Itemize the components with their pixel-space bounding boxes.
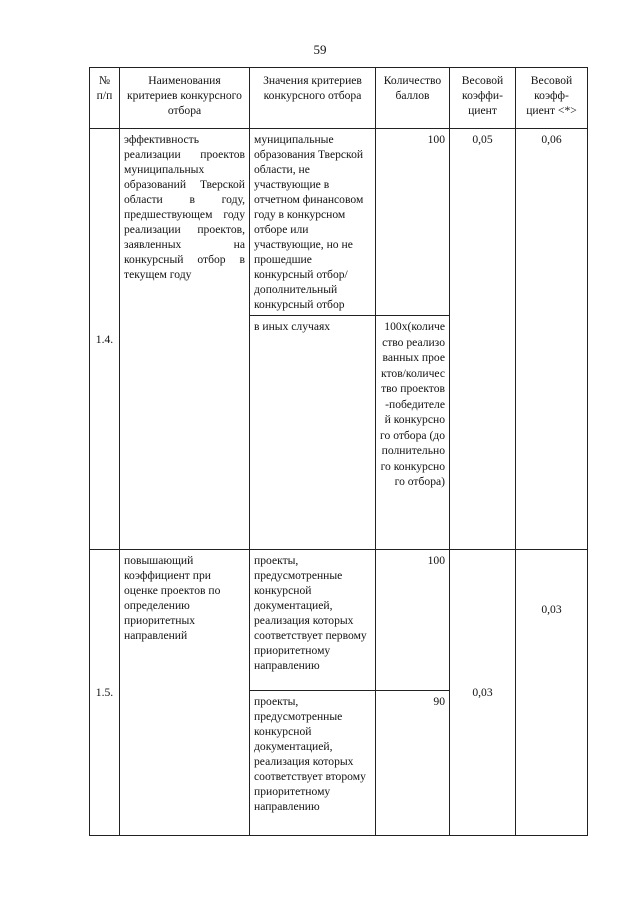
criteria-table [89,67,588,836]
criterion-score: 90 [376,691,450,836]
criterion-score: 100 [376,129,450,316]
page-number: 59 [313,42,327,57]
criterion-value: муниципальные образования Тверской области, не участвующие в отчетном финансовом году в конкурсном отборе или участвующие, но не прошедшие конкурсный отбор/ дополнительный конкурсный отбор [250,129,376,316]
criterion-score: 100х(количество реализованных проектов/количество проектов-победителей конкурсного отбора (дополнительного конкурсного отбора) [376,316,450,550]
table-row [90,550,588,691]
weight-coefficient: 0,03 [450,550,516,836]
header-num: № п/п [90,68,120,129]
criterion-score: 100 [376,550,450,691]
header-score: Количество баллов [376,68,450,129]
header-weight2: Весовой коэфф-циент <*> [516,68,588,129]
header-weight1: Весовой коэффи-циент [450,68,516,129]
criterion-name: повышающий коэффициент при оценке проектов по определению приоритетных направлений [120,550,250,836]
criterion-name: эффективность реализации проектов муниципальных образований Тверской области в году, предшествующем году реализации проектов, заявленных на конкурсный отбор в текущем году [120,129,250,550]
header-value: Значения критериев конкурсного отбора [250,68,376,129]
header-name: Наименования критериев конкурсного отбора [120,68,250,129]
row-number: 1.4. [90,129,120,550]
weight-coefficient: 0,05 [450,129,516,550]
criterion-value: в иных случаях [250,316,376,550]
weight-coefficient-alt: 0,06 [516,129,588,550]
criterion-value: проекты, предусмотренные конкурсной документацией, реализация которых соответствует второму приоритетному направлению [250,691,376,836]
criterion-value: проекты, предусмотренные конкурсной документацией, реализация которых соответствует первому приоритетному направлению [250,550,376,691]
table-header-row [90,68,588,129]
weight-coefficient-alt: 0,03 [516,550,588,836]
table-row [90,129,588,316]
row-number: 1.5. [90,550,120,836]
